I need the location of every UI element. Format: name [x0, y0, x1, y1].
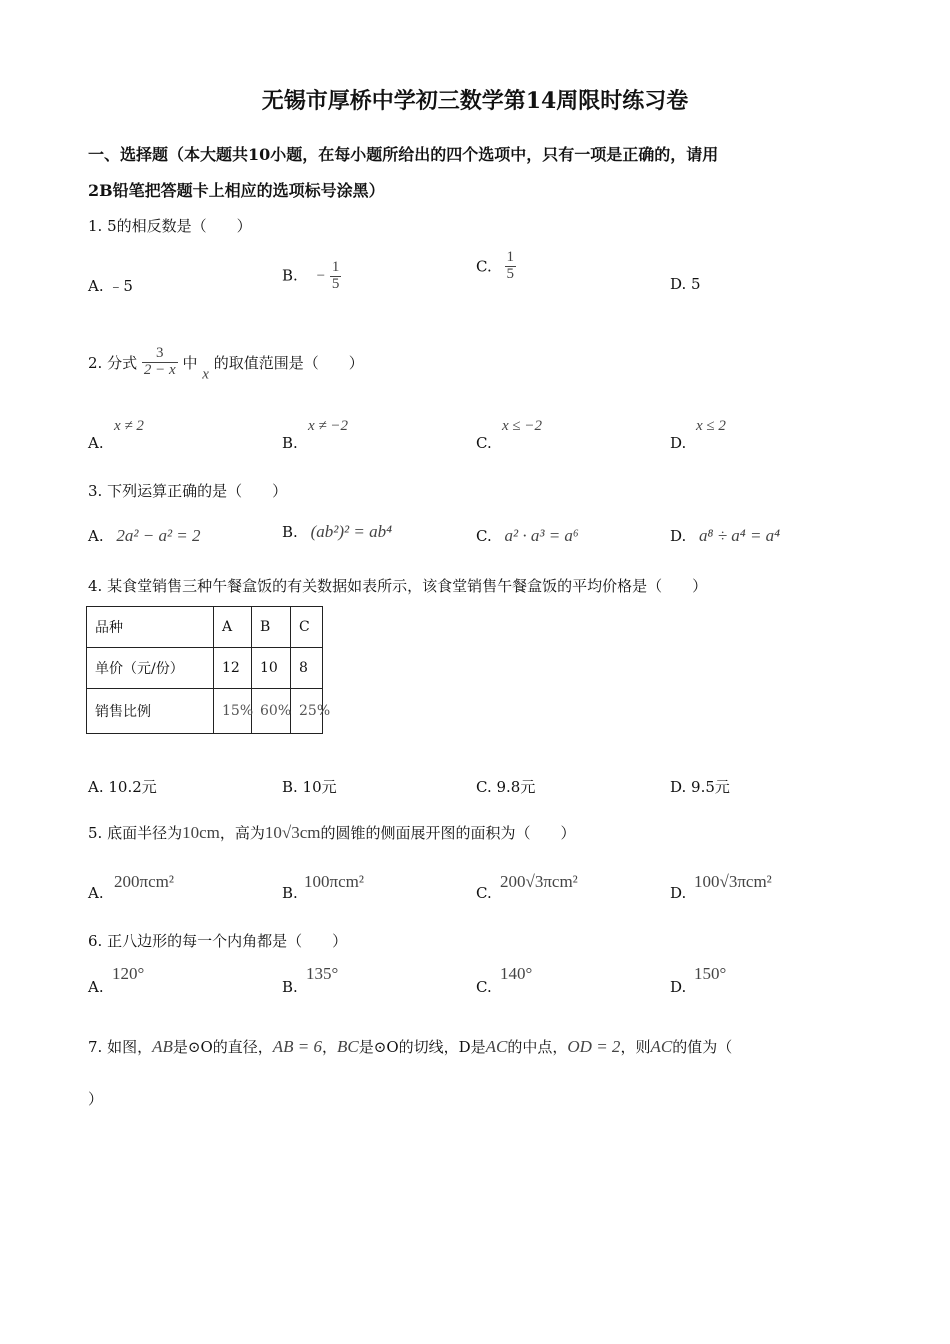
- table-row: [87, 607, 323, 648]
- option-math: (ab²)² = ab⁴: [310, 522, 392, 541]
- option-label: B.: [282, 266, 298, 285]
- option-math: 150°: [694, 964, 727, 983]
- question-3-option-c: [476, 526, 579, 546]
- option-math: 135°: [306, 964, 339, 983]
- table-cell: 8: [291, 648, 323, 689]
- table-cell: 60%: [252, 689, 291, 734]
- option-label: C.: [476, 884, 492, 902]
- price-table: [86, 606, 331, 734]
- math-od-2: OD = 2: [567, 1037, 621, 1056]
- height-value: 10√3cm: [264, 823, 321, 842]
- option-math: a² · a³ = a⁶: [504, 526, 579, 545]
- fraction: [505, 250, 517, 283]
- table-cell: 品种: [87, 607, 214, 648]
- question-5-stem: [88, 822, 576, 843]
- question-6-stem: 6. 正八边形的每一个内角都是（ ）: [88, 932, 348, 950]
- question-5-option-b: [282, 872, 452, 912]
- table-row: [87, 648, 323, 689]
- table-cell: 25%: [291, 689, 323, 734]
- option-label: B.: [282, 884, 298, 902]
- question-3-option-b: [282, 522, 392, 542]
- option-label: C.: [476, 978, 492, 996]
- fraction-numerator: 3: [156, 345, 164, 361]
- table-cell: A: [214, 607, 252, 648]
- stem-part: 是⊙O的切线，D是: [358, 1038, 486, 1056]
- math-ab: AB: [152, 1037, 173, 1056]
- question-4-option-c: C. 9.8元: [476, 778, 536, 796]
- option-label: A.: [88, 978, 104, 996]
- option-math: 140°: [500, 964, 533, 983]
- math-ac: AC: [650, 1037, 673, 1056]
- fraction-numerator: 1: [331, 259, 340, 275]
- option-math: a⁸ ÷ a⁴ = a⁴: [699, 526, 781, 545]
- stem-mid: ，高为: [219, 824, 265, 842]
- question-1-option-a: A. ﹣5: [88, 277, 133, 295]
- stem-part: ，则: [620, 1038, 651, 1056]
- option-label: C.: [476, 257, 492, 276]
- question-4-option-a: A. 10.2元: [88, 778, 157, 796]
- table-cell: 15%: [214, 689, 252, 734]
- option-label: B.: [282, 434, 298, 452]
- table-cell: 单价（元/份）: [87, 648, 214, 689]
- option-label: A.: [88, 884, 104, 902]
- fraction-denominator: 2 − x: [143, 361, 176, 378]
- option-label: D.: [670, 527, 687, 545]
- option-label: A.: [88, 527, 104, 545]
- option-math: x ≠ −2: [308, 418, 349, 434]
- stem-suffix: 的圆锥的侧面展开图的面积为（ ）: [320, 824, 576, 842]
- math-bc: BC: [337, 1037, 359, 1056]
- option-label: B.: [282, 523, 298, 541]
- minus-sign: −: [316, 268, 326, 285]
- section-heading-line2: 2B铅笔把答题卡上相应的选项标号涂黑）: [88, 181, 385, 200]
- stem-prefix: 5. 底面半径为: [88, 824, 183, 842]
- question-6-option-c: [476, 964, 646, 1004]
- question-6-option-d: [670, 964, 840, 1004]
- question-4-option-b: B. 10元: [282, 778, 337, 796]
- table-cell: 10: [252, 648, 291, 689]
- question-5-option-c: [476, 872, 646, 912]
- question-1-option-b: [282, 260, 341, 293]
- option-math: 120°: [112, 964, 145, 983]
- option-label: C.: [476, 434, 492, 452]
- question-3-option-a: [88, 526, 201, 546]
- option-label: C.: [476, 527, 492, 545]
- option-math: 200√3πcm²: [500, 872, 578, 891]
- table-cell: 销售比例: [87, 689, 214, 734]
- stem-part: 是⊙O的直径，: [172, 1038, 273, 1056]
- option-math: 100√3πcm²: [694, 872, 772, 891]
- question-5-option-a: [88, 872, 258, 912]
- stem-part: 的值为（: [672, 1038, 733, 1056]
- fraction-denominator: 5: [506, 265, 514, 282]
- variable-x: x: [202, 366, 209, 383]
- fraction: [330, 260, 342, 293]
- option-math: x ≤ −2: [502, 418, 543, 434]
- stem-prefix: 2. 分式: [88, 353, 138, 372]
- option-label: B.: [282, 978, 298, 996]
- question-5-option-d: [670, 872, 850, 912]
- stem-mid: 中: [182, 353, 198, 372]
- option-math: 200πcm²: [114, 872, 174, 891]
- question-3-stem: 3. 下列运算正确的是（ ）: [88, 482, 288, 500]
- question-2-option-a: [88, 418, 258, 458]
- option-label: A.: [88, 434, 104, 452]
- question-2-stem: [88, 346, 364, 383]
- question-6-option-b: [282, 964, 452, 1004]
- option-math: 100πcm²: [304, 872, 364, 891]
- option-label: D.: [670, 978, 687, 996]
- stem-part: ，: [322, 1038, 338, 1056]
- question-4-stem: 4. 某食堂销售三种午餐盒饭的有关数据如表所示，该食堂销售午餐盒饭的平均价格是（ ）: [88, 577, 708, 595]
- table-cell: B: [252, 607, 291, 648]
- question-6-option-a: [88, 964, 258, 1004]
- question-2-option-b: [282, 418, 452, 458]
- stem-part: 的中点，: [507, 1038, 568, 1056]
- question-7-stem: [88, 1036, 732, 1057]
- question-1-stem: 1. 5的相反数是（ ）: [88, 217, 252, 235]
- page-title: 无锡市厚桥中学初三数学第14周限时练习卷: [261, 88, 689, 114]
- question-1-option-c: [476, 250, 516, 283]
- option-math: x ≤ 2: [696, 418, 726, 434]
- option-math: 2a² − a² = 2: [116, 526, 201, 545]
- radius-value: 10cm: [182, 823, 220, 842]
- table-row: [87, 689, 323, 734]
- option-label: D.: [670, 434, 687, 452]
- math-ab-6: AB = 6: [272, 1037, 322, 1056]
- math-ac: AC: [485, 1037, 508, 1056]
- question-4-option-d: D. 9.5元: [670, 778, 730, 796]
- question-3-option-d: [670, 526, 780, 546]
- fraction-denominator: 5: [331, 275, 340, 292]
- stem-suffix: 的取值范围是（ ）: [213, 353, 364, 372]
- table-cell: C: [291, 607, 323, 648]
- fraction-numerator: 1: [506, 249, 514, 265]
- table-cell: 12: [214, 648, 252, 689]
- question-2-option-d: [670, 418, 840, 458]
- question-7-stem-line2: ）: [88, 1090, 104, 1108]
- option-label: D.: [670, 884, 687, 902]
- question-2-option-c: [476, 418, 646, 458]
- stem-part: 7. 如图，: [88, 1038, 153, 1056]
- question-1-option-d: D. 5: [670, 275, 701, 293]
- option-math: x ≠ 2: [114, 418, 144, 434]
- fraction: [142, 346, 178, 379]
- section-heading-line1: 一、选择题（本大题共10小题，在每小题所给出的四个选项中，只有一项是正确的，请用: [88, 145, 719, 164]
